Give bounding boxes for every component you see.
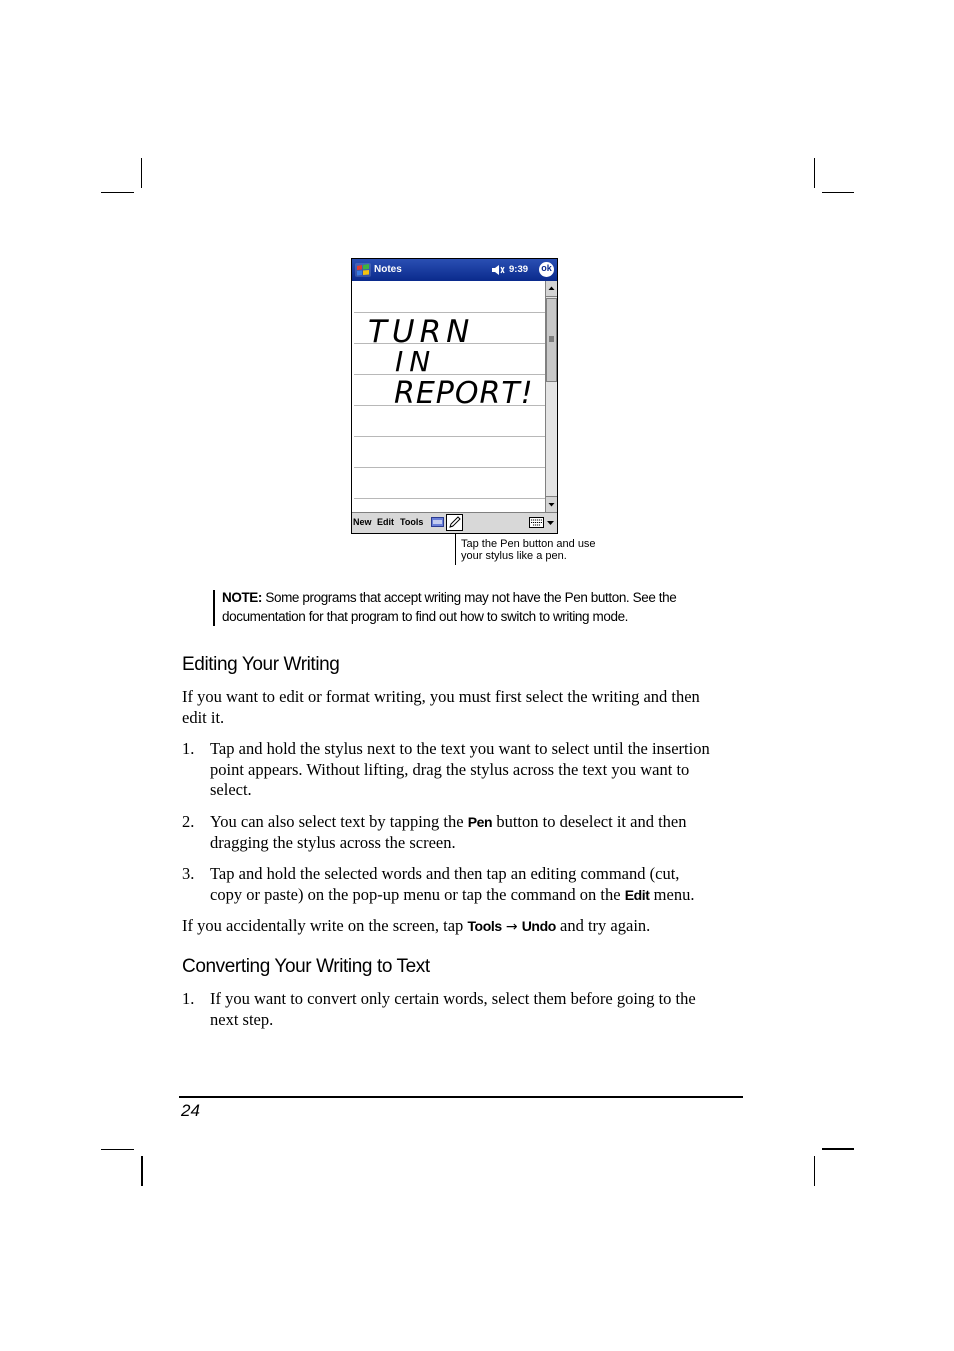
section-heading: Converting Your Writing to Text: [182, 956, 430, 977]
step-text: [210, 812, 686, 853]
step-number: 1.: [182, 989, 195, 1008]
text-line: Tap and hold the stylus next to the text you want to select until the insertion: [210, 739, 710, 758]
command-bar: [352, 512, 557, 533]
crop-mark: [141, 158, 142, 188]
handwriting-line: TURN: [368, 314, 475, 350]
callout-text: [461, 538, 596, 562]
menu-edit[interactable]: Edit: [377, 517, 394, 527]
pen-icon: [447, 515, 462, 530]
handwriting-line: REPORT!: [394, 376, 534, 411]
arrow-icon: →: [505, 919, 518, 935]
crop-mark: [814, 1156, 815, 1186]
windows-flag-icon[interactable]: [354, 262, 372, 278]
page-number: 24: [181, 1101, 200, 1120]
ui-term-pen: Pen: [467, 814, 493, 830]
text-line: If you want to edit or format writing, you must first select the writing and then: [182, 687, 700, 706]
callout-line: Tap the Pen button and use: [461, 538, 596, 550]
callout-leader: [455, 533, 456, 565]
note-line: documentation for that program to find out how to switch to writing mode.: [222, 609, 629, 624]
menu-new[interactable]: New: [353, 517, 372, 527]
arrow-up-icon: [546, 281, 557, 296]
ok-label: ok: [541, 263, 552, 273]
note-bar: [213, 590, 215, 626]
scroll-thumb[interactable]: [546, 298, 557, 382]
section-heading: Editing Your Writing: [182, 654, 340, 675]
ui-term-tools: Tools: [467, 918, 502, 934]
text-run: If you accidentally write on the screen, tap: [182, 916, 468, 935]
text-run: copy or paste) on the pop-up menu or tap the command on the: [210, 884, 625, 904]
speaker-icon[interactable]: [491, 264, 506, 276]
arrow-down-icon: [546, 497, 557, 512]
step-text: [210, 739, 710, 801]
app-title: Notes: [374, 264, 402, 275]
writing-area[interactable]: [352, 281, 545, 512]
text-run: menu.: [649, 884, 695, 904]
crop-mark: [101, 1149, 134, 1150]
footer-rule: [179, 1096, 743, 1098]
step-number: 2.: [182, 812, 195, 831]
grip-icon: [547, 299, 556, 381]
crop-mark: [101, 192, 134, 193]
paragraph: [182, 916, 650, 938]
crop-mark: [814, 158, 815, 188]
note-line: Some programs that accept writing may not have the Pen button. See the: [265, 590, 677, 605]
step-number: 1.: [182, 739, 195, 758]
handwriting-line: IN: [395, 345, 437, 378]
note: [222, 588, 676, 626]
text-line: next step.: [210, 1009, 274, 1029]
scroll-up-button[interactable]: [546, 281, 557, 297]
step-number: 3.: [182, 864, 195, 883]
recording-icon[interactable]: [431, 517, 444, 527]
crop-mark: [822, 192, 854, 193]
ui-term-undo: Undo: [521, 918, 556, 934]
pen-button[interactable]: [446, 514, 463, 531]
scroll-down-button[interactable]: [546, 496, 557, 512]
step-text: [210, 989, 696, 1030]
note-label: NOTE:: [222, 590, 262, 605]
title-bar: [352, 259, 557, 281]
notes-screenshot: [351, 258, 558, 534]
clock[interactable]: 9:39: [509, 264, 529, 275]
menu-tools[interactable]: Tools: [400, 517, 424, 527]
ok-button[interactable]: [539, 262, 554, 277]
text-line: dragging the stylus across the screen.: [210, 832, 456, 852]
text-line: select.: [210, 780, 252, 799]
text-run: You can also select text by tapping the: [210, 812, 468, 831]
text-line: If you want to convert only certain words, select them before going to the: [210, 989, 696, 1008]
keyboard-icon[interactable]: [529, 517, 544, 528]
text-line: point appears. Without lifting, drag the stylus across the text you want to: [210, 759, 690, 779]
crop-mark: [141, 1156, 143, 1186]
scrollbar[interactable]: [545, 281, 557, 512]
handwriting-ink: [368, 314, 534, 411]
text-line: edit it.: [182, 707, 225, 727]
handwriting: [352, 281, 545, 512]
step-text: [210, 864, 694, 905]
callout-line: your stylus like a pen.: [461, 550, 567, 562]
text-line: Tap and hold the selected words and then tap an editing command (cut,: [210, 864, 680, 883]
text-run: and try again.: [555, 916, 651, 935]
crop-mark: [822, 1148, 854, 1150]
text-run: button to deselect it and then: [492, 812, 687, 831]
paragraph: [182, 687, 700, 728]
ui-term-edit: Edit: [624, 886, 650, 903]
input-arrow-icon[interactable]: [546, 520, 555, 526]
